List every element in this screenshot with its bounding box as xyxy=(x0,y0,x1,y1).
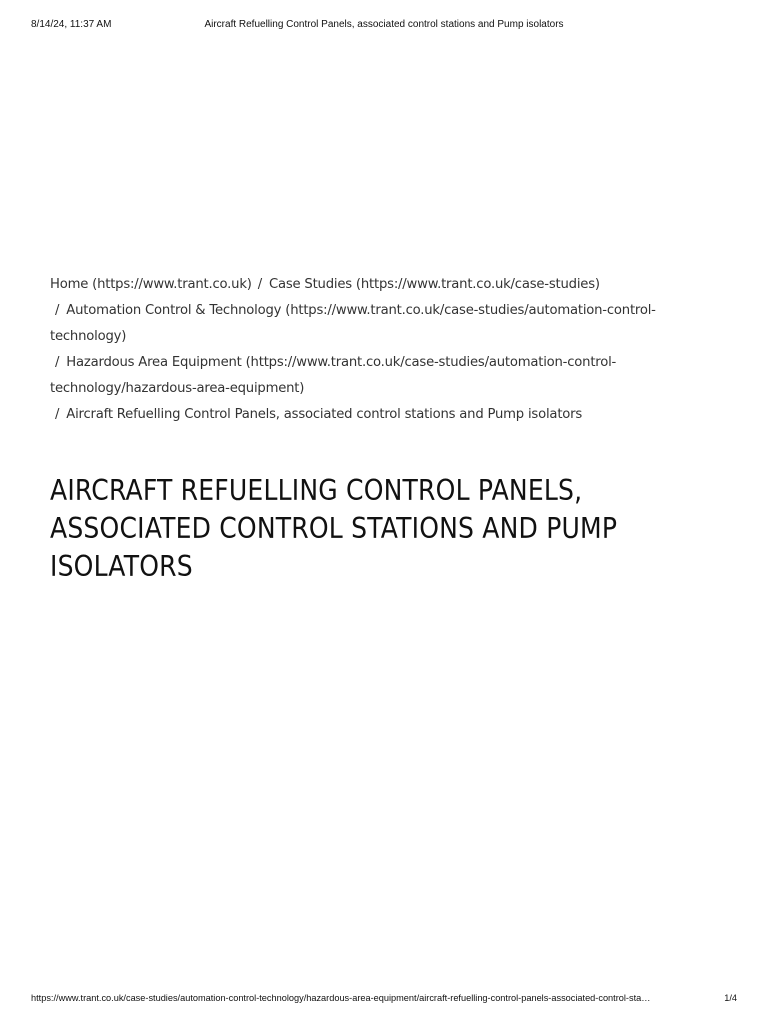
print-page-title: Aircraft Refuelling Control Panels, associated control stations and Pump isolators xyxy=(204,19,564,30)
breadcrumb-line-3 xyxy=(50,324,700,350)
breadcrumb-automation-link-continued[interactable]: technology) xyxy=(50,329,127,344)
breadcrumb xyxy=(50,272,700,428)
breadcrumb-case-studies-link[interactable]: Case Studies (https://www.trant.co.uk/case-studies) xyxy=(268,277,600,292)
breadcrumb-line-6 xyxy=(50,402,700,428)
print-footer xyxy=(31,993,737,1007)
breadcrumb-separator: / xyxy=(55,355,60,370)
print-url: https://www.trant.co.uk/case-studies/automation-control-technology/hazardous-area-equipment/aircraft-refuelling-control-panels-associated-control-sta… xyxy=(31,993,651,1003)
print-datetime: 8/14/24, 11:37 AM xyxy=(31,19,112,30)
breadcrumb-hazardous-link[interactable]: Hazardous Area Equipment (https://www.trant.co.uk/case-studies/automation-control- xyxy=(66,355,617,370)
breadcrumb-separator: / xyxy=(55,407,60,422)
breadcrumb-home-link[interactable]: Home (https://www.trant.co.uk) xyxy=(50,277,252,292)
page-title-line-3: ISOLATORS xyxy=(50,550,193,583)
page-title xyxy=(50,472,728,586)
breadcrumb-line-5 xyxy=(50,376,700,402)
breadcrumb-separator: / xyxy=(55,303,60,318)
breadcrumb-hazardous-link-continued[interactable]: technology/hazardous-area-equipment) xyxy=(50,381,305,396)
breadcrumb-current-page: Aircraft Refuelling Control Panels, associated control stations and Pump isolators xyxy=(66,407,583,422)
breadcrumb-line-1 xyxy=(50,272,700,298)
breadcrumb-automation-link[interactable]: Automation Control & Technology (https://www.trant.co.uk/case-studies/automation-control- xyxy=(66,303,656,318)
breadcrumb-separator: / xyxy=(257,277,262,292)
page-title-line-1: AIRCRAFT REFUELLING CONTROL PANELS, xyxy=(50,474,583,507)
print-header xyxy=(31,19,737,33)
breadcrumb-line-4 xyxy=(50,350,700,376)
breadcrumb-line-2 xyxy=(50,298,700,324)
page-title-line-2: ASSOCIATED CONTROL STATIONS AND PUMP xyxy=(50,512,618,545)
print-page-number: 1/4 xyxy=(724,993,737,1003)
